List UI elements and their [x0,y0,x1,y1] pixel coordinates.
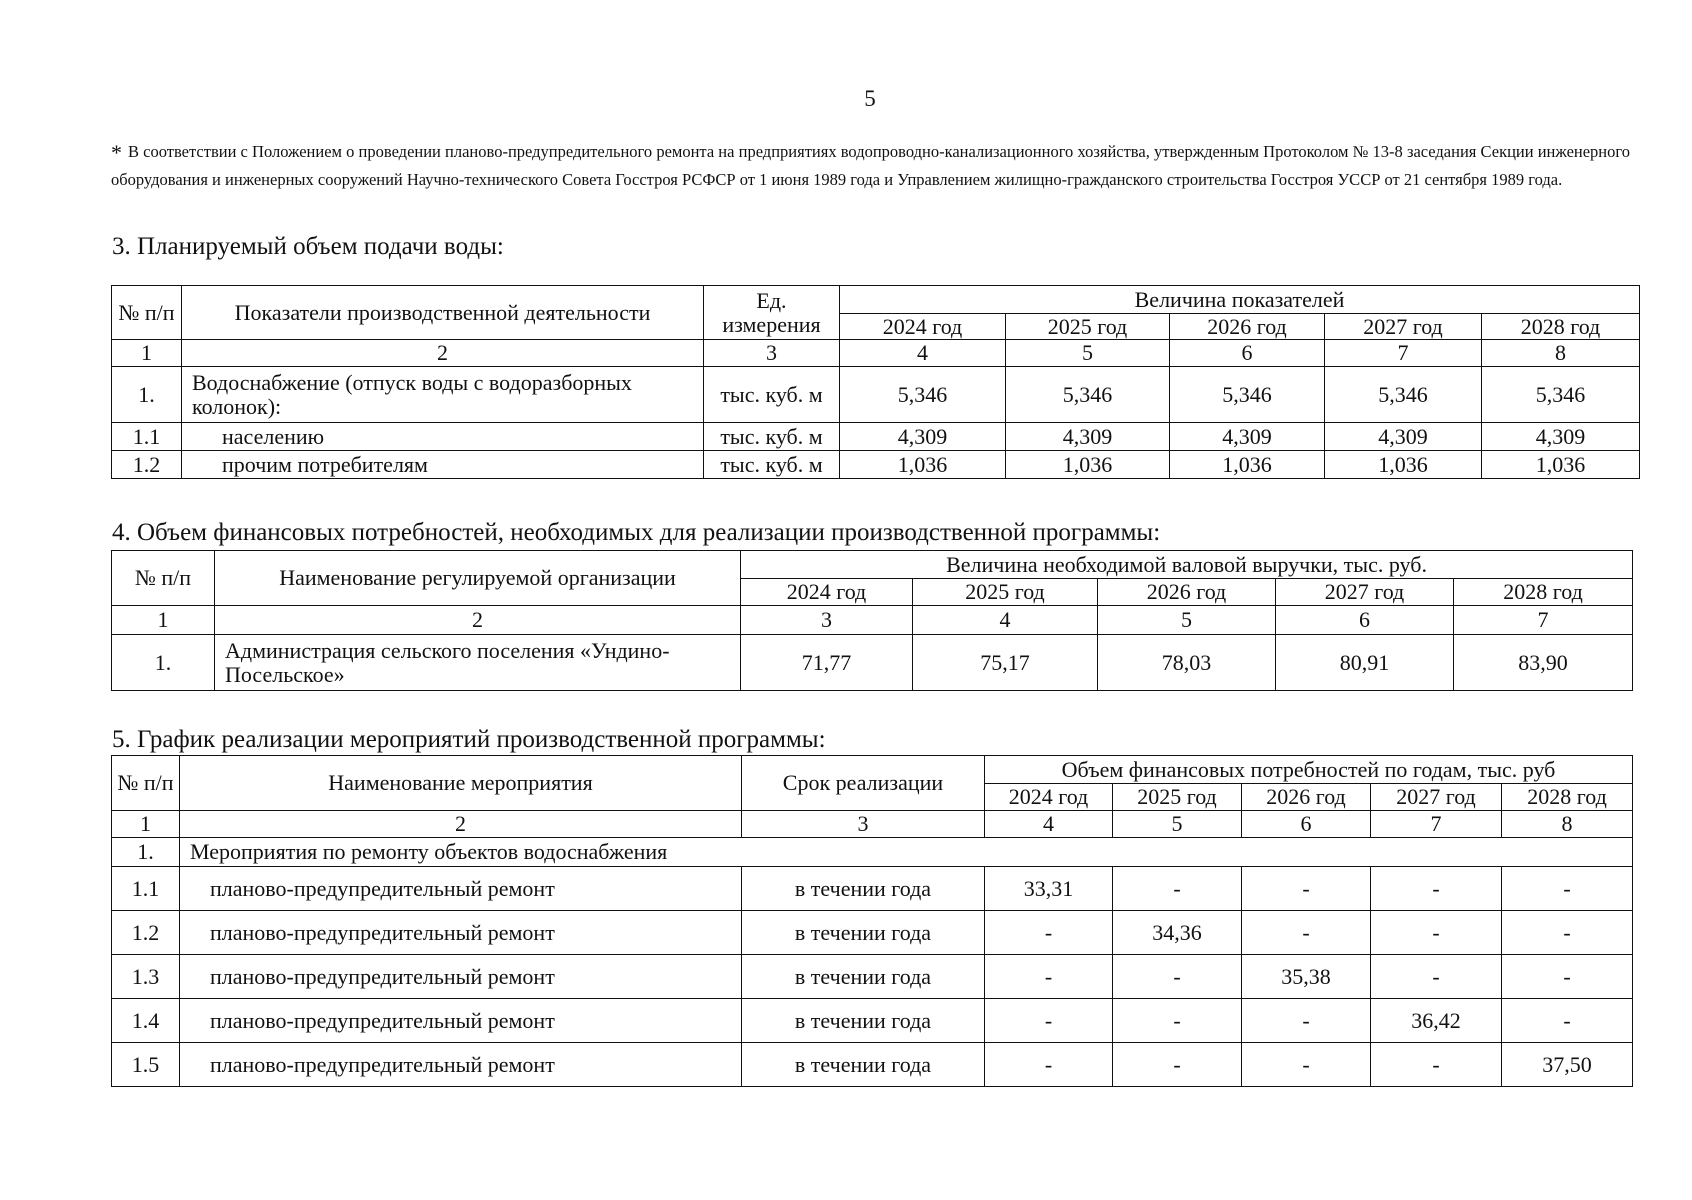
col-number: 7 [1371,811,1502,838]
col-number: 5 [1098,606,1276,635]
row-value: 83,90 [1454,635,1633,691]
table-row [112,451,1640,479]
col-number: 3 [741,606,913,635]
row-value: 1,036 [1325,451,1482,479]
water-supply-table [111,285,1640,479]
page-number: 5 [864,86,876,111]
row-num: 1.1 [112,867,180,911]
row-value: 1,036 [1006,451,1170,479]
row-num: 1.2 [112,451,182,479]
section-3-title: 3. Планируемый объем подачи воды: [112,233,504,260]
row-num: 1.4 [112,999,180,1043]
header-values-group: Величина показателей [840,286,1640,314]
footnote [111,138,1630,193]
col-number: 7 [1325,340,1482,367]
header-num: № п/п [112,286,182,340]
header-year: 2025 год [1113,784,1242,811]
header-org: Наименование регулируемой организации [215,551,741,606]
row-num: 1.1 [112,423,182,451]
row-value: 4,309 [1325,423,1482,451]
row-term: в течении года [742,1043,985,1087]
row-value: 37,50 [1502,1043,1633,1087]
header-year: 2024 год [840,314,1006,340]
header-year: 2024 год [741,579,913,606]
col-number: 6 [1170,340,1325,367]
col-number: 5 [1006,340,1170,367]
row-value: 33,31 [985,867,1113,911]
row-value: 5,346 [1482,367,1640,423]
row-value: - [1502,999,1633,1043]
row-unit: тыс. куб. м [704,367,840,423]
row-value: 4,309 [840,423,1006,451]
row-num: 1. [112,635,215,691]
header-year: 2027 год [1276,579,1454,606]
row-value: - [1242,911,1371,955]
row-value: - [1113,955,1242,999]
table-row [112,423,1640,451]
row-value: - [1242,867,1371,911]
table-row [112,635,1633,691]
header-num: № п/п [112,551,215,606]
row-value: - [1502,911,1633,955]
row-value: 80,91 [1276,635,1454,691]
group-row [112,838,1633,867]
col-number: 1 [112,340,182,367]
col-number: 6 [1242,811,1371,838]
row-num: 1.2 [112,911,180,955]
header-name: Наименование мероприятия [180,756,742,811]
header-unit: Ед. измерения [704,286,840,340]
table-row [112,911,1633,955]
row-name: планово-предупредительный ремонт [180,911,742,955]
row-value: 4,309 [1482,423,1640,451]
row-num: 1.3 [112,955,180,999]
col-number: 4 [913,606,1098,635]
col-number: 1 [112,811,180,838]
header-indicator: Показатели производственной деятельности [182,286,704,340]
header-year: 2026 год [1170,314,1325,340]
table-row [112,367,1640,423]
row-num: 1. [112,838,180,867]
header-year: 2025 год [1006,314,1170,340]
row-unit: тыс. куб. м [704,451,840,479]
row-value: - [1502,955,1633,999]
table-row [112,867,1633,911]
row-value: - [985,911,1113,955]
col-number: 8 [1482,340,1640,367]
row-name: прочим потребителям [182,451,704,479]
col-number: 2 [180,811,742,838]
row-name: планово-предупредительный ремонт [180,999,742,1043]
col-number: 8 [1502,811,1633,838]
row-value: 78,03 [1098,635,1276,691]
row-value: - [1242,999,1371,1043]
row-value: 1,036 [840,451,1006,479]
col-number: 5 [1113,811,1242,838]
row-name: планово-предупредительный ремонт [180,1043,742,1087]
row-value: 4,309 [1006,423,1170,451]
row-value: - [1371,1043,1502,1087]
header-year: 2028 год [1502,784,1633,811]
row-value: - [1371,867,1502,911]
footnote-text: В соответствии с Положением о проведении планово-предупредительного ремонта на предприятиях водопроводно-канализационного хозяйства, утвержденным Протоколом № 13-8 заседания Секции инженерного оборудования и инженерных сооружений Научно-технического Совета Госстроя РСФСР от 1 июня 1989 года и Управлением жилищно-гражданского строительства Госстроя УССР от 21 сентября 1989 года. [111,142,1630,189]
row-value: - [985,955,1113,999]
row-value: 4,309 [1170,423,1325,451]
row-num: 1. [112,367,182,423]
row-value: 5,346 [1325,367,1482,423]
row-term: в течении года [742,867,985,911]
col-number: 4 [840,340,1006,367]
header-year: 2028 год [1482,314,1640,340]
row-term: в течении года [742,955,985,999]
row-value: 34,36 [1113,911,1242,955]
header-year: 2026 год [1242,784,1371,811]
row-value: - [1113,1043,1242,1087]
row-name: Мероприятия по ремонту объектов водоснабжения [180,838,1633,867]
row-name: Администрация сельского поселения «Ундино-Посельское» [215,635,741,691]
header-funding-group: Объем финансовых потребностей по годам, тыс. руб [985,756,1633,784]
col-number: 4 [985,811,1113,838]
row-value: 5,346 [840,367,1006,423]
header-num: № п/п [112,756,180,811]
table-row [112,955,1633,999]
col-number: 7 [1454,606,1633,635]
col-number: 6 [1276,606,1454,635]
col-number: 2 [215,606,741,635]
header-revenue-group: Величина необходимой валовой выручки, тыс. руб. [741,551,1633,579]
table-row [112,999,1633,1043]
header-year: 2027 год [1325,314,1482,340]
header-year: 2026 год [1098,579,1276,606]
row-value: 35,38 [1242,955,1371,999]
row-value: 5,346 [1170,367,1325,423]
row-name: Водоснабжение (отпуск воды с водоразборных колонок): [182,367,704,423]
col-number: 1 [112,606,215,635]
row-value: - [1371,911,1502,955]
row-value: - [1113,999,1242,1043]
header-year: 2025 год [913,579,1098,606]
schedule-table [111,755,1633,1087]
col-number: 3 [704,340,840,367]
row-value: - [1113,867,1242,911]
row-value: 71,77 [741,635,913,691]
row-term: в течении года [742,911,985,955]
row-name: планово-предупредительный ремонт [180,955,742,999]
col-number: 2 [182,340,704,367]
row-value: 1,036 [1170,451,1325,479]
row-value: - [985,1043,1113,1087]
header-term: Срок реализации [742,756,985,811]
row-value: 1,036 [1482,451,1640,479]
row-value: 5,346 [1006,367,1170,423]
row-term: в течении года [742,999,985,1043]
section-5-title: 5. График реализации мероприятий производственной программы: [112,726,826,753]
row-value: - [1371,955,1502,999]
financial-needs-table [111,550,1633,691]
row-value: - [1242,1043,1371,1087]
header-year: 2024 год [985,784,1113,811]
footnote-marker: * [111,140,122,165]
row-unit: тыс. куб. м [704,423,840,451]
row-value: 36,42 [1371,999,1502,1043]
row-num: 1.5 [112,1043,180,1087]
row-name: планово-предупредительный ремонт [180,867,742,911]
row-value: - [1502,867,1633,911]
section-4-title: 4. Объем финансовых потребностей, необходимых для реализации производственной программы: [112,519,1161,546]
row-value: 75,17 [913,635,1098,691]
header-year: 2028 год [1454,579,1633,606]
col-number: 3 [742,811,985,838]
table-row [112,1043,1633,1087]
row-name: населению [182,423,704,451]
row-value: - [985,999,1113,1043]
header-year: 2027 год [1371,784,1502,811]
